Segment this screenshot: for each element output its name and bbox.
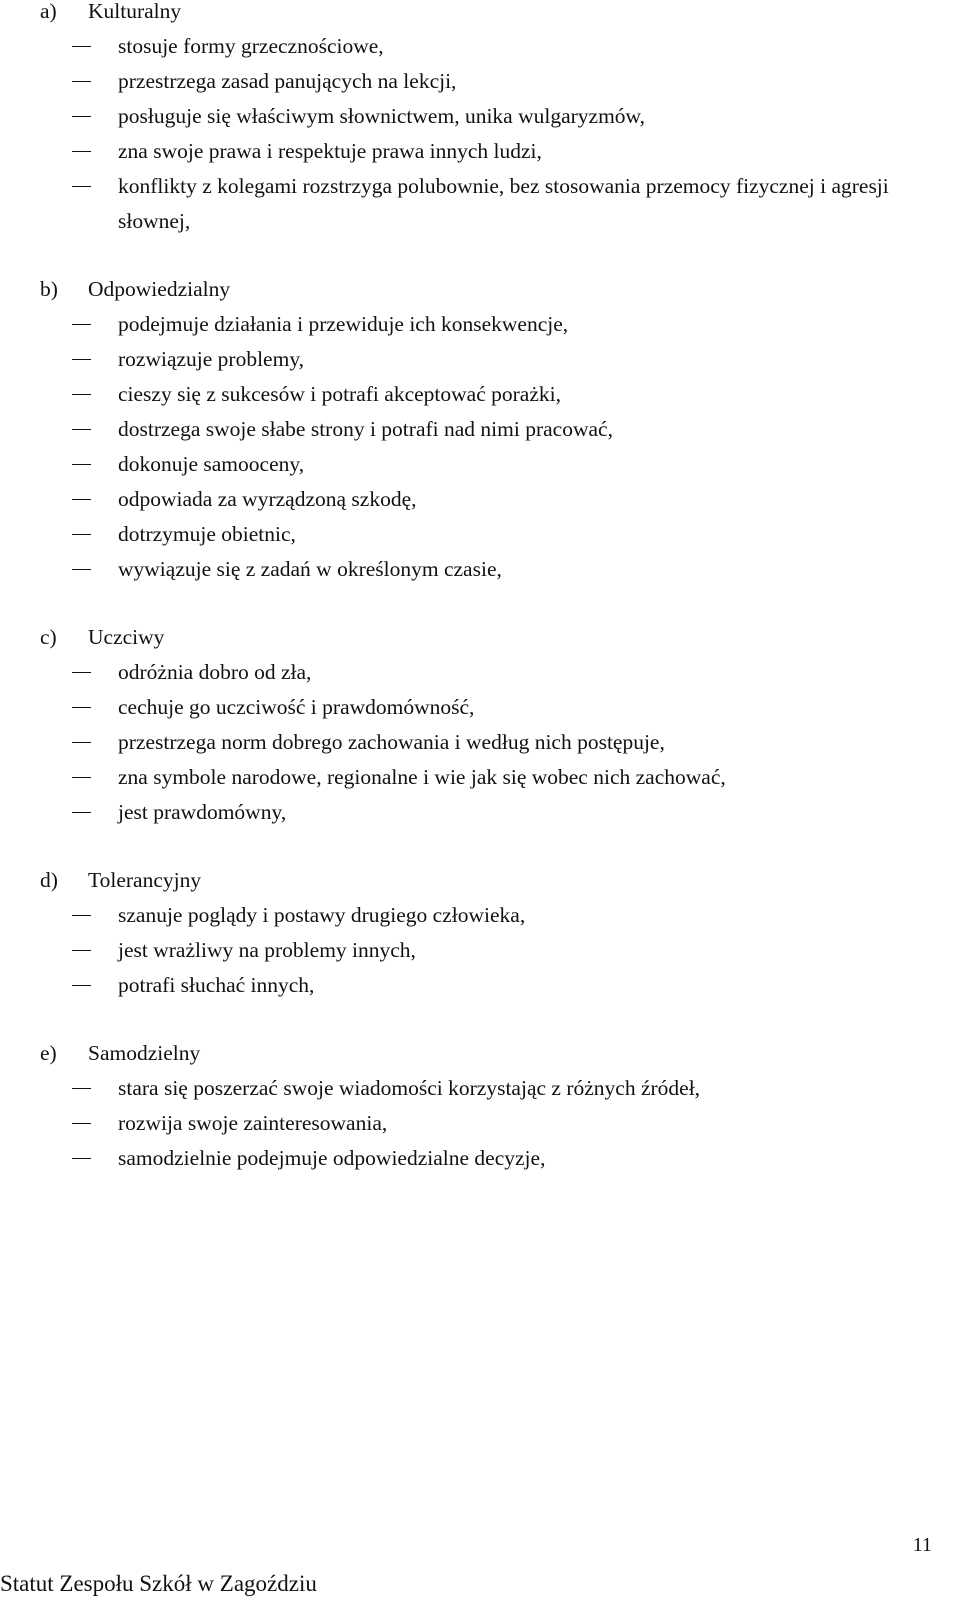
section-kulturalny bbox=[40, 0, 950, 239]
section-heading-row bbox=[40, 0, 950, 29]
list-item bbox=[40, 968, 950, 1003]
section-heading: Uczciwy bbox=[88, 625, 165, 649]
list-item bbox=[40, 412, 950, 447]
dash-bullet-icon bbox=[72, 186, 91, 187]
list-item-text: przestrzega norm dobrego zachowania i według nich postępuje, bbox=[118, 730, 665, 754]
section-items bbox=[40, 307, 950, 587]
list-item-text: stosuje formy grzecznościowe, bbox=[118, 34, 384, 58]
dash-bullet-icon bbox=[72, 116, 91, 117]
list-item-text: posługuje się właściwym słownictwem, unika wulgaryzmów, bbox=[118, 104, 646, 128]
list-item bbox=[40, 690, 950, 725]
section-uczciwy bbox=[40, 620, 950, 830]
section-samodzielny bbox=[40, 1036, 950, 1176]
dash-bullet-icon bbox=[72, 1123, 91, 1124]
section-heading: Odpowiedzialny bbox=[88, 277, 231, 301]
dash-bullet-icon bbox=[72, 394, 91, 395]
section-heading-row bbox=[40, 620, 950, 655]
dash-bullet-icon bbox=[72, 46, 91, 47]
list-item bbox=[40, 134, 950, 169]
list-item-text: jest wrażliwy na problemy innych, bbox=[118, 938, 416, 962]
section-heading-row bbox=[40, 272, 950, 307]
list-item-text: dokonuje samooceny, bbox=[118, 452, 305, 476]
section-letter: e) bbox=[40, 1041, 57, 1065]
list-item bbox=[40, 760, 950, 795]
section-items bbox=[40, 29, 950, 239]
list-item bbox=[40, 933, 950, 968]
list-item-text: dotrzymuje obietnic, bbox=[118, 522, 296, 546]
list-item-text: zna swoje prawa i respektuje prawa innych ludzi, bbox=[118, 139, 542, 163]
list-item-text: wywiązuje się z zadań w określonym czasie, bbox=[118, 557, 502, 581]
dash-bullet-icon bbox=[72, 812, 91, 813]
dash-bullet-icon bbox=[72, 1088, 91, 1089]
dash-bullet-icon bbox=[72, 672, 91, 673]
list-item bbox=[40, 29, 950, 64]
list-item-text: jest prawdomówny, bbox=[118, 800, 287, 824]
list-item bbox=[40, 725, 950, 760]
list-item-text: cechuje go uczciwość i prawdomówność, bbox=[118, 695, 475, 719]
list-item bbox=[40, 342, 950, 377]
list-item-text: zna symbole narodowe, regionalne i wie jak się wobec nich zachować, bbox=[118, 765, 726, 789]
list-item-text: cieszy się z sukcesów i potrafi akceptować porażki, bbox=[118, 382, 561, 406]
section-heading-row bbox=[40, 1036, 950, 1071]
dash-bullet-icon bbox=[72, 985, 91, 986]
dash-bullet-icon bbox=[72, 324, 91, 325]
dash-bullet-icon bbox=[72, 569, 91, 570]
list-item bbox=[40, 552, 950, 587]
list-item bbox=[40, 898, 950, 933]
dash-bullet-icon bbox=[72, 499, 91, 500]
list-item-text: podejmuje działania i przewiduje ich konsekwencje, bbox=[118, 312, 569, 336]
list-item bbox=[40, 655, 950, 690]
list-item bbox=[40, 64, 950, 99]
section-letter: b) bbox=[40, 277, 58, 301]
list-item bbox=[40, 99, 950, 134]
section-items bbox=[40, 655, 950, 830]
section-tolerancyjny bbox=[40, 863, 950, 1003]
section-items bbox=[40, 898, 950, 1003]
section-heading-row bbox=[40, 863, 950, 898]
list-item-text: stara się poszerzać swoje wiadomości korzystając z różnych źródeł, bbox=[118, 1076, 701, 1100]
list-item bbox=[40, 795, 950, 830]
list-item-text: konflikty z kolegami rozstrzyga polubownie, bez stosowania przemocy fizycznej i agresji słownej, bbox=[118, 174, 889, 233]
dash-bullet-icon bbox=[72, 777, 91, 778]
section-heading: Samodzielny bbox=[88, 1041, 201, 1065]
dash-bullet-icon bbox=[72, 151, 91, 152]
list-item-text: przestrzega zasad panujących na lekcji, bbox=[118, 69, 457, 93]
list-item-text: potrafi słuchać innych, bbox=[118, 973, 315, 997]
sections-list bbox=[40, 0, 950, 1209]
dash-bullet-icon bbox=[72, 359, 91, 360]
list-item-text: rozwiązuje problemy, bbox=[118, 347, 305, 371]
list-item bbox=[40, 482, 950, 517]
page-number: 11 bbox=[912, 1534, 932, 1556]
section-odpowiedzialny bbox=[40, 272, 950, 587]
section-letter: d) bbox=[40, 868, 58, 892]
list-item-text: odpowiada za wyrządzoną szkodę, bbox=[118, 487, 417, 511]
list-item bbox=[40, 1106, 950, 1141]
list-item-text: rozwija swoje zainteresowania, bbox=[118, 1111, 388, 1135]
list-item bbox=[40, 169, 950, 239]
list-item bbox=[40, 377, 950, 412]
dash-bullet-icon bbox=[72, 950, 91, 951]
list-item bbox=[40, 517, 950, 552]
section-letter: c) bbox=[40, 625, 57, 649]
section-heading: Kulturalny bbox=[88, 0, 182, 23]
dash-bullet-icon bbox=[72, 429, 91, 430]
list-item-text: dostrzega swoje słabe strony i potrafi nad nimi pracować, bbox=[118, 417, 613, 441]
dash-bullet-icon bbox=[72, 915, 91, 916]
list-item bbox=[40, 1071, 950, 1106]
footer-title: Statut Zespołu Szkół w Zagoździu bbox=[0, 1571, 317, 1596]
list-item-text: szanuje poglądy i postawy drugiego człowieka, bbox=[118, 903, 526, 927]
dash-bullet-icon bbox=[72, 742, 91, 743]
dash-bullet-icon bbox=[72, 534, 91, 535]
list-item-text: odróżnia dobro od zła, bbox=[118, 660, 312, 684]
list-item bbox=[40, 447, 950, 482]
list-item bbox=[40, 307, 950, 342]
section-heading: Tolerancyjny bbox=[88, 868, 202, 892]
section-items bbox=[40, 1071, 950, 1176]
dash-bullet-icon bbox=[72, 1158, 91, 1159]
dash-bullet-icon bbox=[72, 464, 91, 465]
list-item-text: samodzielnie podejmuje odpowiedzialne decyzje, bbox=[118, 1146, 546, 1170]
dash-bullet-icon bbox=[72, 707, 91, 708]
list-item bbox=[40, 1141, 950, 1176]
section-letter: a) bbox=[40, 0, 57, 23]
dash-bullet-icon bbox=[72, 81, 91, 82]
